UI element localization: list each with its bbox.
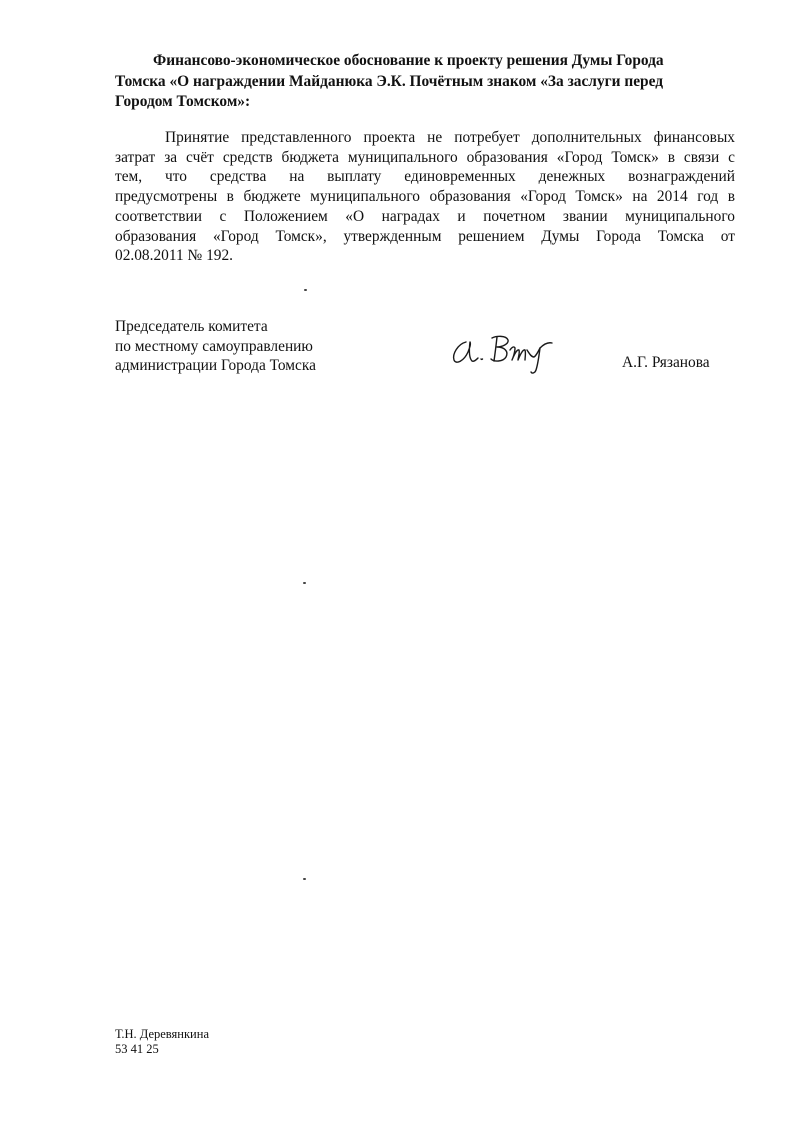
body-line: тем, что средства на выплату единовременных денежных вознаграждений — [115, 168, 735, 186]
title-line: Томска «О награждении Майданюка Э.К. Почётным знаком «За заслуги перед — [115, 72, 664, 90]
executor-footer — [115, 1027, 209, 1057]
signatory-name: А.Г. Рязанова — [622, 354, 710, 371]
executor-name: Т.Н. Деревянкина — [115, 1027, 209, 1041]
body-line: затрат за счёт средств бюджета муниципального образования «Город Томск» в связи с — [115, 148, 735, 166]
handwritten-signature — [448, 328, 558, 376]
position-line: администрации Города Томска — [115, 357, 316, 374]
body-line: предусмотрены в бюджете муниципального образования «Город Томск» на 2014 год в — [115, 188, 735, 206]
body-line: Принятие представленного проекта не потребует дополнительных финансовых — [165, 129, 735, 146]
title-line: Финансово-экономическое обоснование к проекту решения Думы Города — [153, 52, 664, 69]
scan-speck — [303, 878, 306, 880]
document-title — [115, 51, 705, 113]
signatory-position — [115, 317, 316, 376]
body-line: 02.08.2011 № 192. — [115, 247, 233, 265]
body-line: образования «Город Томск», утвержденным решением Думы Города Томска от — [115, 227, 735, 245]
scan-speck — [304, 289, 307, 291]
body-line: соответствии с Положением «О наградах и почетном звании муниципального — [115, 207, 735, 225]
executor-phone: 53 41 25 — [115, 1042, 159, 1056]
title-line: Городом Томском»: — [115, 93, 251, 110]
position-line: по местному самоуправлению — [115, 337, 313, 355]
scan-speck — [303, 582, 306, 584]
position-line: Председатель комитета — [115, 318, 268, 335]
body-paragraph — [115, 128, 735, 266]
